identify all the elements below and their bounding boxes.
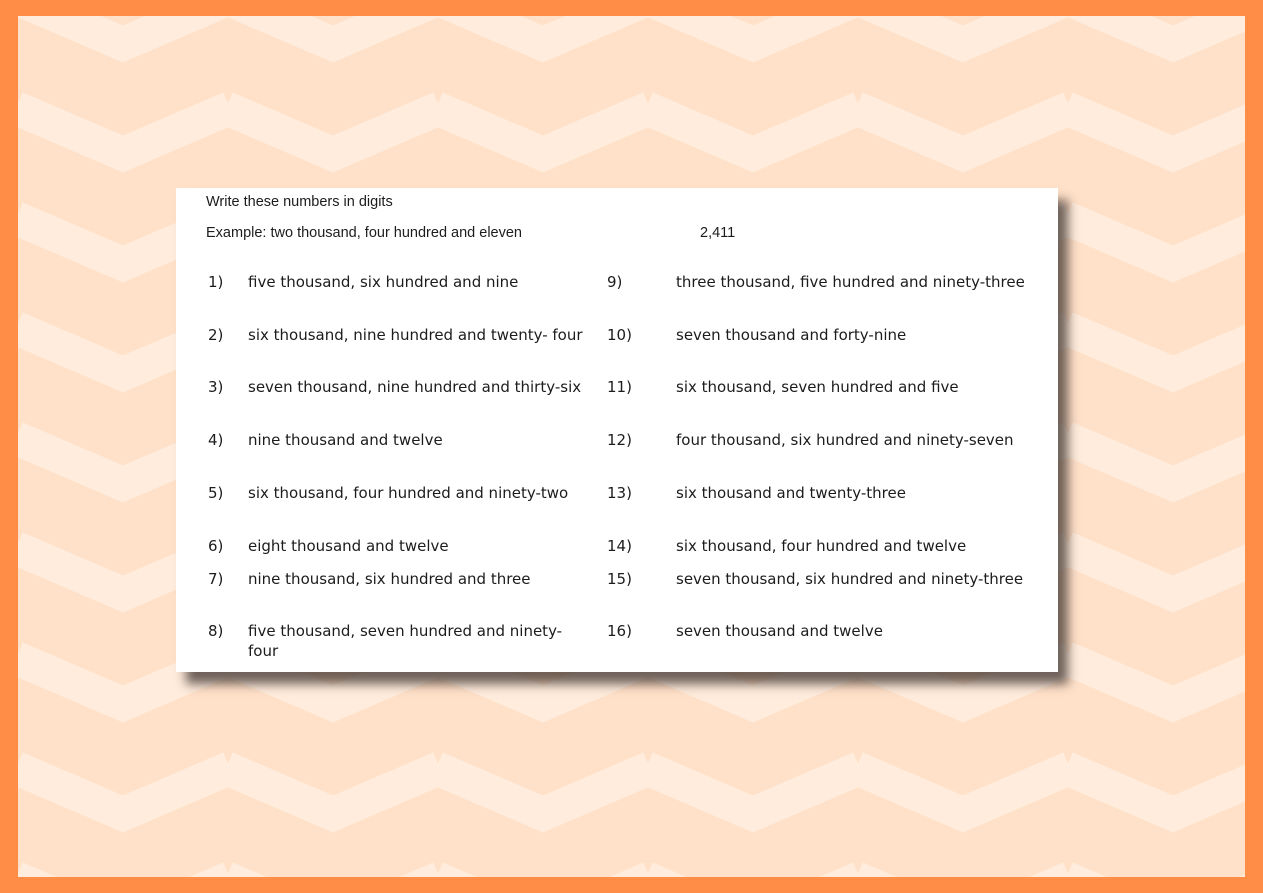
question-text: three thousand, five hundred and ninety-three <box>676 273 1025 291</box>
question-number: 9) <box>607 273 623 291</box>
question-number: 10) <box>607 326 632 344</box>
question-text: eight thousand and twelve <box>248 537 449 555</box>
question-number: 7) <box>208 570 224 588</box>
question-number: 6) <box>208 537 224 555</box>
question-number: 12) <box>607 431 632 449</box>
question-text: six thousand, four hundred and twelve <box>676 537 967 555</box>
worksheet-instruction: Write these numbers in digits <box>206 194 393 210</box>
question-number: 16) <box>607 622 632 640</box>
question-text: six thousand, nine hundred and twenty- four <box>248 326 583 344</box>
question-text: seven thousand, nine hundred and thirty-six <box>248 378 582 396</box>
question-text: four thousand, six hundred and ninety-seven <box>676 431 1014 449</box>
question-number: 13) <box>607 484 632 502</box>
worksheet <box>176 188 1058 672</box>
question-number: 3) <box>208 378 224 396</box>
question-number: 11) <box>607 378 632 396</box>
worksheet-example-answer: 2,411 <box>700 225 736 241</box>
question-number: 1) <box>208 273 224 291</box>
question-text: seven thousand and forty-nine <box>676 326 907 344</box>
worksheet-example: Example: two thousand, four hundred and eleven <box>206 225 522 241</box>
question-text: seven thousand, six hundred and ninety-three <box>676 570 1024 588</box>
question-number: 14) <box>607 537 632 555</box>
question-number: 5) <box>208 484 224 502</box>
question-text: six thousand and twenty-three <box>676 484 906 502</box>
question-text: nine thousand and twelve <box>248 431 443 449</box>
question-text: seven thousand and twelve <box>676 622 883 640</box>
question-number: 2) <box>208 326 224 344</box>
question-text: six thousand, seven hundred and five <box>676 378 959 396</box>
question-number: 15) <box>607 570 632 588</box>
question-text: five thousand, seven hundred and ninety-four <box>248 622 563 660</box>
question-number: 8) <box>208 622 224 640</box>
question-text: six thousand, four hundred and ninety-two <box>248 484 569 502</box>
question-number: 4) <box>208 431 224 449</box>
question-text: nine thousand, six hundred and three <box>248 570 531 588</box>
question-text: five thousand, six hundred and nine <box>248 273 519 291</box>
